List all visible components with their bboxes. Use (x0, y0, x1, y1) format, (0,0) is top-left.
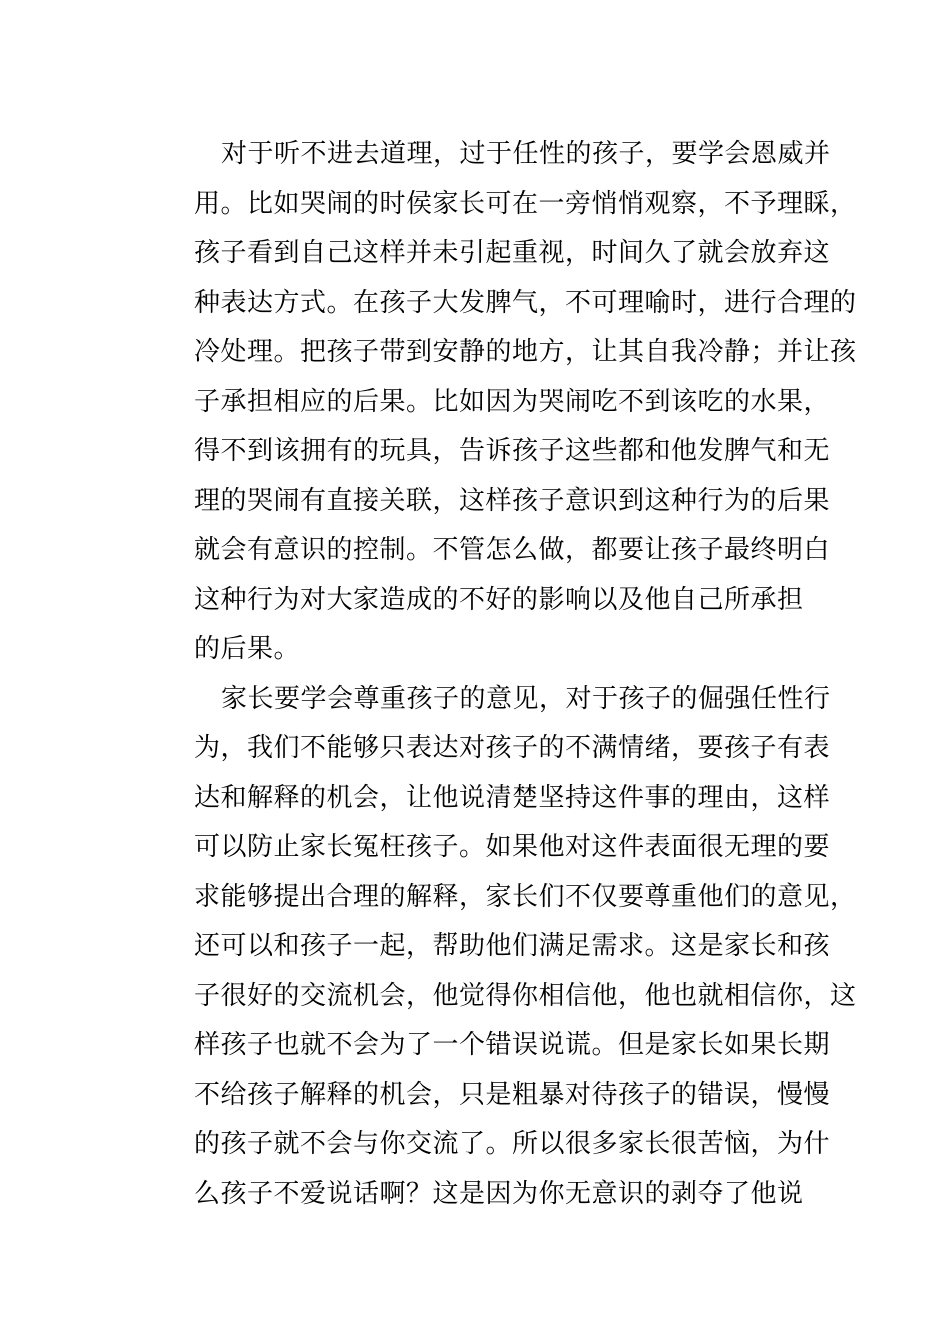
paragraph-line: 子很好的交流机会，他觉得你相信他，他也就相信你，这 (194, 980, 857, 1011)
paragraph-line: 冷处理。把孩子带到安静的地方，让其自我冷静；并让孩 (194, 337, 857, 367)
paragraph-line: 种表达方式。在孩子大发脾气，不可理喻时，进行合理的 (194, 287, 857, 318)
paragraph-line: 求能够提出合理的解释，家长们不仅要尊重他们的意见， (194, 881, 857, 912)
paragraph-line: 对于听不进去道理，过于任性的孩子，要学会恩威并 (221, 139, 831, 169)
paragraph-line: 这种行为对大家造成的不好的影响以及他自己所承担 (194, 584, 804, 615)
paragraph-line: 得不到该拥有的玩具，告诉孩子这些都和他发脾气和无 (194, 436, 831, 466)
paragraph-line: 就会有意识的控制。不管怎么做，都要让孩子最终明白 (194, 535, 831, 565)
paragraph-1 (194, 130, 857, 675)
paragraph-2 (194, 675, 857, 1220)
paragraph-line: 为，我们不能够只表达对孩子的不满情绪，要孩子有表 (194, 733, 831, 763)
paragraph-line: 用。比如哭闹的时侯家长可在一旁悄悄观察，不予理睬， (194, 188, 857, 219)
paragraph-line: 么孩子不爱说话啊？这是因为你无意识的剥夺了他说 (194, 1178, 804, 1209)
paragraph-line: 的后果。 (194, 634, 301, 664)
paragraph-line: 样孩子也就不会为了一个错误说谎。但是家长如果长期 (194, 1030, 831, 1060)
paragraph-line: 达和解释的机会，让他说清楚坚持这件事的理由，这样 (194, 782, 831, 813)
paragraph-line: 孩子看到自己这样并未引起重视，时间久了就会放弃这 (194, 238, 831, 268)
paragraph-line: 子承担相应的后果。比如因为哭闹吃不到该吃的水果， (194, 386, 831, 417)
paragraph-line: 的孩子就不会与你交流了。所以很多家长很苦恼，为什 (194, 1129, 831, 1159)
body-text (194, 130, 857, 1219)
paragraph-line: 不给孩子解释的机会，只是粗暴对待孩子的错误，慢慢 (194, 1079, 831, 1110)
paragraph-line: 家长要学会尊重孩子的意见，对于孩子的倔强任性行 (221, 683, 831, 714)
paragraph-line: 还可以和孩子一起，帮助他们满足需求。这是家长和孩 (194, 931, 831, 961)
paragraph-line: 可以防止家长冤枉孩子。如果他对这件表面很无理的要 (194, 832, 831, 862)
paragraph-line: 理的哭闹有直接关联，这样孩子意识到这种行为的后果 (194, 485, 831, 516)
